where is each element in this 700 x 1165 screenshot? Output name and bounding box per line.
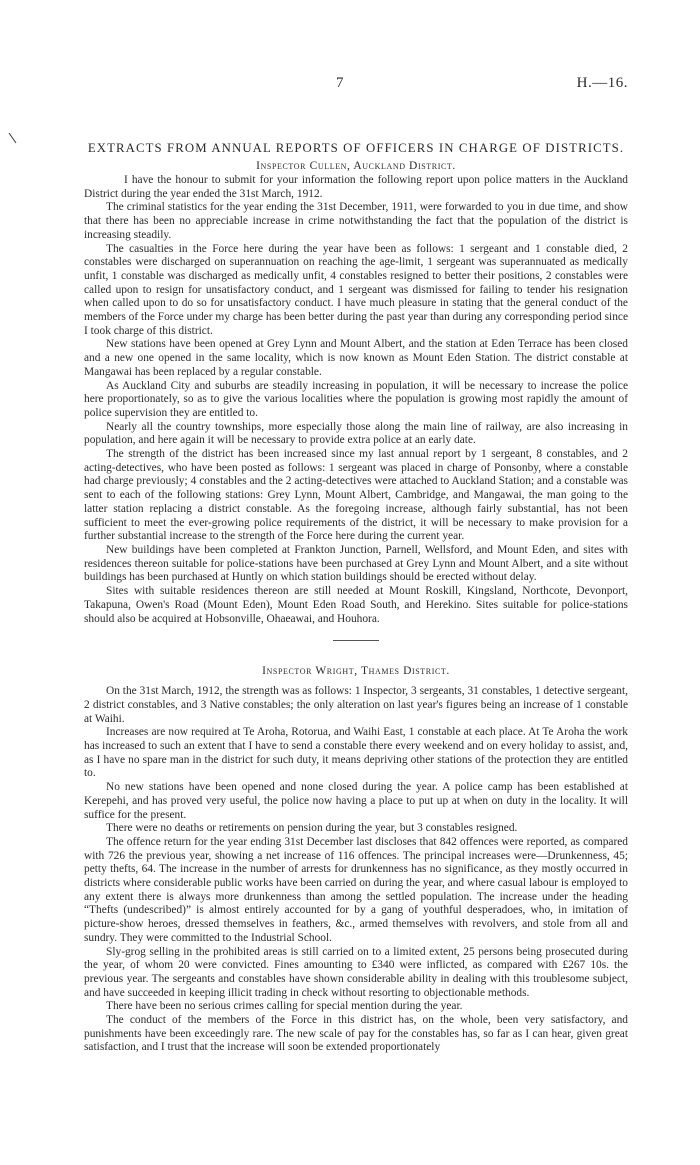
- paragraph: Nearly all the country townships, more especially those along the main line of railway, are also increasing in population, and here again it will be necessary to provide extra police at an early date.: [84, 420, 628, 447]
- paragraph: Sly-grog selling in the prohibited areas is still carried on to a limited extent, 25 persons being prosecuted during the year, of whom 20 were convicted. Fines amounting to £340 were inflicted, as compared with £267 10s. the previous year. The sergeants and constables have shown considerable ability in dealing with this troublesome subject, and have succeeded in keeping illicit trading in check without resorting to objectionable methods.: [84, 945, 628, 999]
- document-reference: H.—16.: [576, 75, 628, 91]
- page-title: EXTRACTS FROM ANNUAL REPORTS OF OFFICERS IN CHARGE OF DISTRICTS.: [87, 141, 625, 155]
- page-number: 7: [336, 75, 344, 91]
- paragraph: The strength of the district has been increased since my last annual report by 1 sergeant, 8 constables, and 2 acting-detectives, who have been posted as follows: 1 sergeant was placed in charge of Ponsonby, where a constable had charge previously; 4 constables and the 2 acting-detectives were attached to Auckland Station; and a constable was sent to each of the following stations: Grey Lynn, Mount Albert, Cambridge, and Mangawai, the man going to the latter station replacing a district constable. As the foregoing increase, although fairly substantial, has not been sufficient to meet the ever-growing police requirements of the district, it will be necessary to make provision for a further substantial increase to the strength of the Force here during the current year.: [84, 448, 628, 543]
- section-divider: [333, 640, 379, 641]
- report-body: [84, 140, 628, 1055]
- paragraph: No new stations have been opened and none closed during the year. A police camp has been established at Kerepehi, and has proved very useful, the police now having a place to put up at when on duty in the locality. It will suffice for the present.: [84, 781, 628, 821]
- paragraph: New stations have been opened at Grey Lynn and Mount Albert, and the station at Eden Terrace has been closed and a new one opened in the same locality, which is now known as Mount Eden Station. The district constable at Mangawai has been replaced by a regular constable.: [84, 338, 628, 378]
- paragraph: Increases are now required at Te Aroha, Rotorua, and Waihi East, 1 constable at each place. At Te Aroha the work has increased to such an extent that I have to send a constable there every weekend and on every holiday to assist, and, as I have no spare man in the district for such duty, it means depriving other stations of the protection they are entitled to.: [84, 726, 628, 780]
- paragraph: The conduct of the members of the Force in this district has, on the whole, been very satisfactory, and punishments have been exceedingly rare. The new scale of pay for the constables has, so far as I can hear, given great satisfaction, and I trust that the increase will soon be extended proportionately: [84, 1014, 628, 1054]
- paragraph: The offence return for the year ending 31st December last discloses that 842 offences were reported, as compared with 726 the previous year, showing a net increase of 116 offences. The principal increases were—Drunkenness, 45; petty thefts, 64. The increase in the number of arrests for drunkenness has no significance, as they mostly occurred in districts where considerable public works have been carried on during the year, and where casual labour is employed to any extent there is always more drunkenness than among the settled population. The increase under the heading “Thefts (undescribed)” is almost entirely accounted for by a gang of youthful desperadoes, who, in imitation of picture-show heroes, dressed themselves in feathers, &c., armed themselves with revolvers, and stole from all and sundry. They were committed to the Industrial School.: [84, 835, 628, 944]
- paragraph: On the 31st March, 1912, the strength was as follows: 1 Inspector, 3 sergeants, 31 constables, 1 detective sergeant, 2 district constables, and 3 Native constables; the only alteration on last year's figures being an increase of 1 constable at Waihi.: [84, 685, 628, 725]
- section-thames-district: [84, 663, 628, 1055]
- margin-mark: [8, 132, 18, 144]
- paragraph: Sites with suitable residences thereon are still needed at Mount Roskill, Kingsland, Northcote, Devonport, Takapuna, Owen's Road (Mount Eden), Mount Eden Road South, and Herekino. Sites suitable for police-stations should also be acquired at Hobsonville, Ohaeawai, and Houhora.: [84, 585, 628, 625]
- paragraph: I have the honour to submit for your information the following report upon police matters in the Auckland District during the year ended the 31st March, 1912.: [84, 174, 628, 200]
- paragraph: The casualties in the Force here during the year have been as follows: 1 sergeant and 1 constable died, 2 constables were discharged on superannuation on reaching the age-limit, 1 sergeant was superannuated as medically unfit, 1 constable was discharged as medically unfit, 4 constables resigned to better their positions, 2 constables were called upon to resign for unsatisfactory conduct, and 1 sergeant was dismissed for failing to tender his resignation when called upon to do so for unsatisfactory conduct. I have much pleasure in stating that the general conduct of the members of the Force under my charge has been better during the past year than during any corresponding period since I took charge of this district.: [84, 242, 628, 337]
- paragraph: There have been no serious crimes calling for special mention during the year.: [106, 1000, 463, 1013]
- paragraph: New buildings have been completed at Frankton Junction, Parnell, Wellsford, and Mount Eden, and sites with residences thereon suitable for police-stations have been purchased at Grey Lynn and Mount Albert, and a site without buildings has been purchased at Huntly on which station buildings should be erected without delay.: [84, 543, 628, 584]
- section-heading: Inspector Cullen, Auckland District.: [256, 160, 456, 172]
- paragraph: There were no deaths or retirements on pension during the year, but 3 constables resigned.: [106, 822, 518, 835]
- section-auckland-district: [84, 158, 628, 626]
- paragraph: As Auckland City and suburbs are steadily increasing in population, it will be necessary to increase the police here proportionately, so as to give the various localities where the population is growing most rapidly the amount of police supervision they are entitled to.: [84, 379, 628, 419]
- paragraph: The criminal statistics for the year ending the 31st December, 1911, were forwarded to you in due time, and show that there has been no appreciable increase in crime notwithstanding the fact that the population of the district is increasing steadily.: [84, 201, 628, 241]
- section-heading: Inspector Wright, Thames District.: [262, 665, 450, 678]
